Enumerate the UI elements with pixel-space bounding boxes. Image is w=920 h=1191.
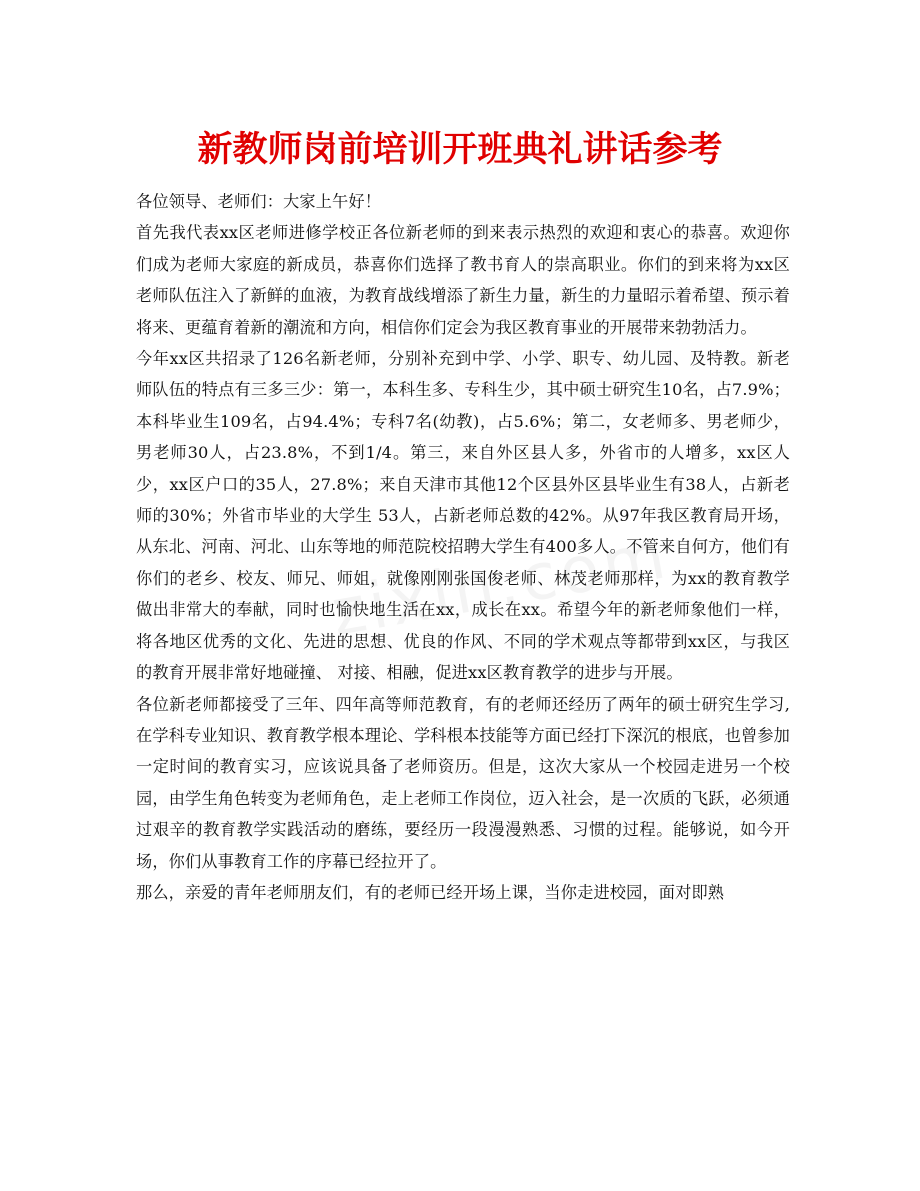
paragraph-greeting: 各位领导、老师们：大家上午好！: [136, 192, 382, 211]
paragraph-training: 各位新老师都接受了三年、四年高等师范教育，有的老师还经历了两年的硕士研究生学习,在学科专业知识、教育教学根本理论、学科根本技能等方面已经打下深沉的根底，也曾参加一定时间的教育实习，应该说具备了老师资历。但是，这次大家从一个校园走进另一个校园，由学生角色转变为老师角色，走上老师工作岗位，迈入社会，是一次质的飞跃，必须通过艰辛的教育教学实践活动的磨练，要经历一段漫漫熟悉、习惯的过程。能够说，如今开场，你们从事教育工作的序幕已经拉开了。: [136, 694, 790, 871]
paragraph-welcome: 首先我代表xx区老师进修学校正各位新老师的到来表示热烈的欢迎和衷心的恭喜。欢迎你们成为老师大家庭的新成员，恭喜你们选择了教书育人的崇高职业。你们的到来将为xx区老师队伍注入了新鲜的血液，为教育战线增添了新生力量，新生的力量昭示着希望、预示着将来、更蕴育着新的潮流和方向，相信你们定会为我区教育事业的开展带来勃勃活力。: [136, 223, 790, 337]
document-title: 新教师岗前培训开班典礼讲话参考: [197, 129, 723, 170]
document-body: [136, 186, 790, 908]
paragraph-statistics: 今年xx区共招录了126名新老师，分别补充到中学、小学、职专、幼儿园、及特教。新老师队伍的特点有三多三少：第一，本科生多、专科生少，其中硕士研究生10名，占7.9%；本科毕业生109名，占94.4%；专科7名(幼教)，占5.6%；第二，女老师多、男老师少，男老师30人，占23.8%，不到1/4。第三，来自外区县人多，外省市的人增多，xx区人少，xx区户口的35人，27.8%；来自天津市其他12个区县外区县毕业生有38人，占新老师的30%；外省市毕业的大学生 53人，占新老师总数的42%。从97年我区教育局开场，从东北、河南、河北、山东等地的师范院校招聘大学生有400多人。不管来自何方，他们有你们的老乡、校友、师兄、师姐，就像刚刚张国俊老师、林茂老师那样，为xx的教育教学做出非常大的奉献，同时也愉快地生活在xx，成长在xx。希望今年的新老师象他们一样，将各地区优秀的文化、先进的思想、优良的作风、不同的学术观点等都带到xx区，与我区的教育开展非常好地碰撞、 对接、相融，促进xx区教育教学的进步与开展。: [136, 349, 790, 683]
paragraph-closing: 那么，亲爱的青年老师朋友们，有的老师已经开场上课，当你走进校园，面对即熟: [136, 882, 725, 902]
